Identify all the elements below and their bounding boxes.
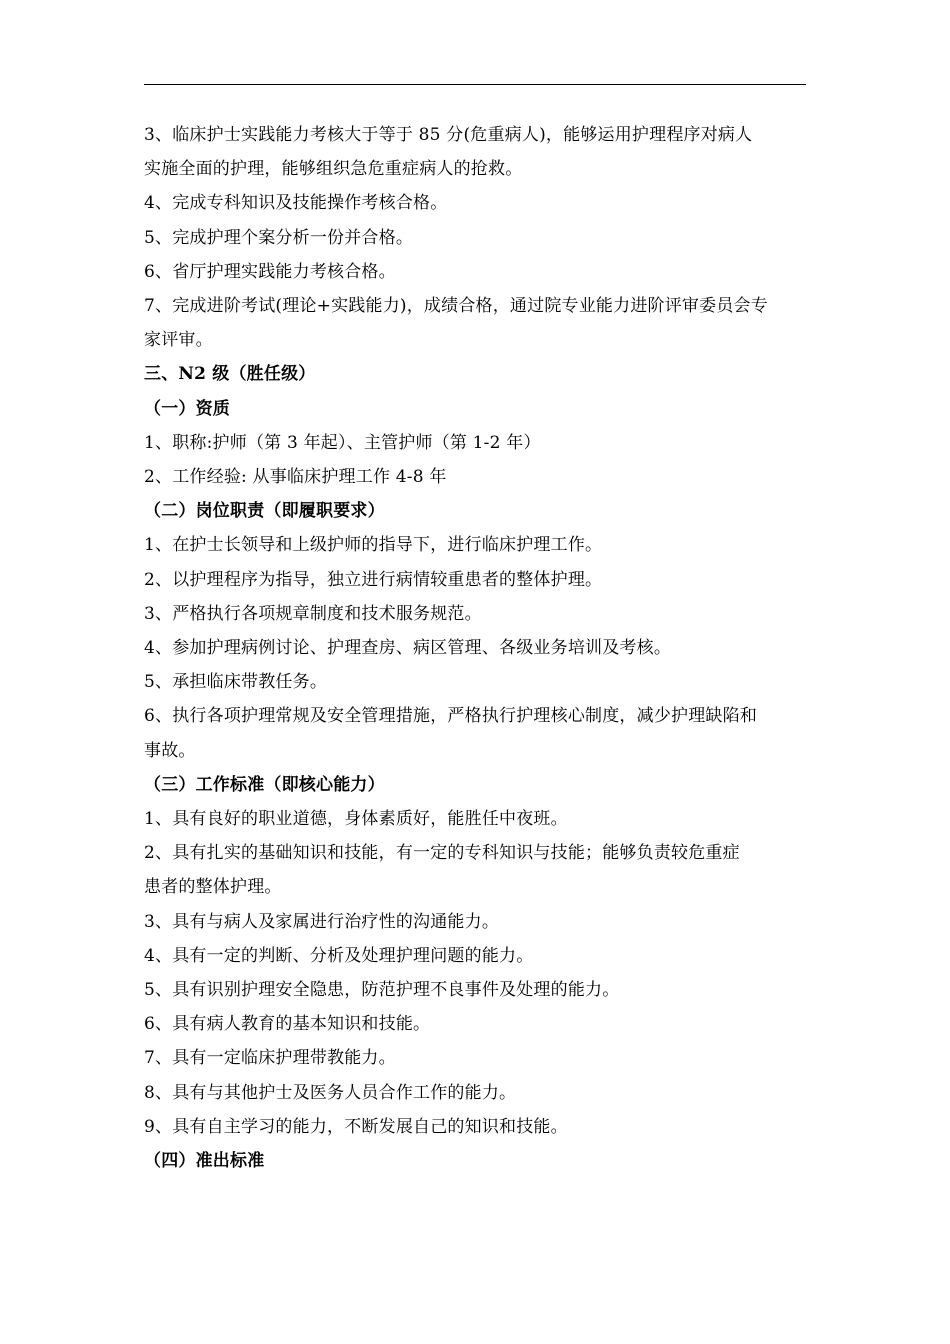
text-line: 3、具有与病人及家属进行治疗性的沟通能力。 [144, 911, 500, 932]
text-line: 6、省厅护理实践能力考核合格。 [144, 261, 396, 282]
subsection-heading: （二）岗位职责（即履职要求） [144, 501, 385, 522]
section-heading: 三、N2 级（胜任级） [144, 364, 316, 385]
text-line: 1、具有良好的职业道德，身体素质好，能胜任中夜班。 [144, 809, 568, 830]
text-line: 患者的整体护理。 [144, 877, 282, 898]
text-line: 1、在护士长领导和上级护师的指导下，进行临床护理工作。 [144, 535, 603, 556]
text-line: 2、工作经验: 从事临床护理工作 4-8 年 [144, 467, 447, 488]
text-line: 4、完成专科知识及技能操作考核合格。 [144, 193, 448, 214]
text-line: 9、具有自主学习的能力，不断发展自己的知识和技能。 [144, 1116, 568, 1137]
text-line: 8、具有与其他护士及医务人员合作工作的能力。 [144, 1082, 517, 1103]
text-line: 7、完成进阶考试(理论+实践能力)，成绩合格，通过院专业能力进阶评审委员会专 [144, 296, 768, 317]
text-line: 实施全面的护理，能够组织急危重症病人的抢救。 [144, 159, 523, 180]
text-line: 1、职称:护师（第 3 年起）、主管护师（第 1-2 年） [144, 432, 541, 453]
subsection-heading: （四）准出标准 [144, 1151, 265, 1172]
text-line: 5、完成护理个案分析一份并合格。 [144, 227, 414, 248]
text-line: 6、具有病人教育的基本知识和技能。 [144, 1014, 431, 1035]
text-line: 事故。 [144, 740, 196, 761]
text-line: 4、参加护理病例讨论、护理查房、病区管理、各级业务培训及考核。 [144, 638, 672, 659]
text-line: 2、具有扎实的基础知识和技能，有一定的专科知识与技能；能够负责较危重症 [144, 843, 740, 864]
text-line: 3、严格执行各项规章制度和技术服务规范。 [144, 603, 482, 624]
header-rule [144, 84, 806, 85]
text-line: 6、执行各项护理常规及安全管理措施，严格执行护理核心制度，减少护理缺陷和 [144, 706, 758, 727]
text-line: 7、具有一定临床护理带教能力。 [144, 1048, 396, 1069]
text-line: 家评审。 [144, 330, 213, 351]
text-line: 5、承担临床带教任务。 [144, 672, 328, 693]
text-line: 5、具有识别护理安全隐患，防范护理不良事件及处理的能力。 [144, 980, 620, 1001]
subsection-heading: （三）工作标准（即核心能力） [144, 774, 385, 795]
text-line: 4、具有一定的判断、分析及处理护理问题的能力。 [144, 945, 534, 966]
text-line: 2、以护理程序为指导，独立进行病情较重患者的整体护理。 [144, 569, 603, 590]
subsection-heading: （一）资质 [144, 398, 230, 419]
text-line: 3、临床护士实践能力考核大于等于 85 分(危重病人)，能够运用护理程序对病人 [144, 125, 753, 145]
document-body [144, 118, 810, 1178]
